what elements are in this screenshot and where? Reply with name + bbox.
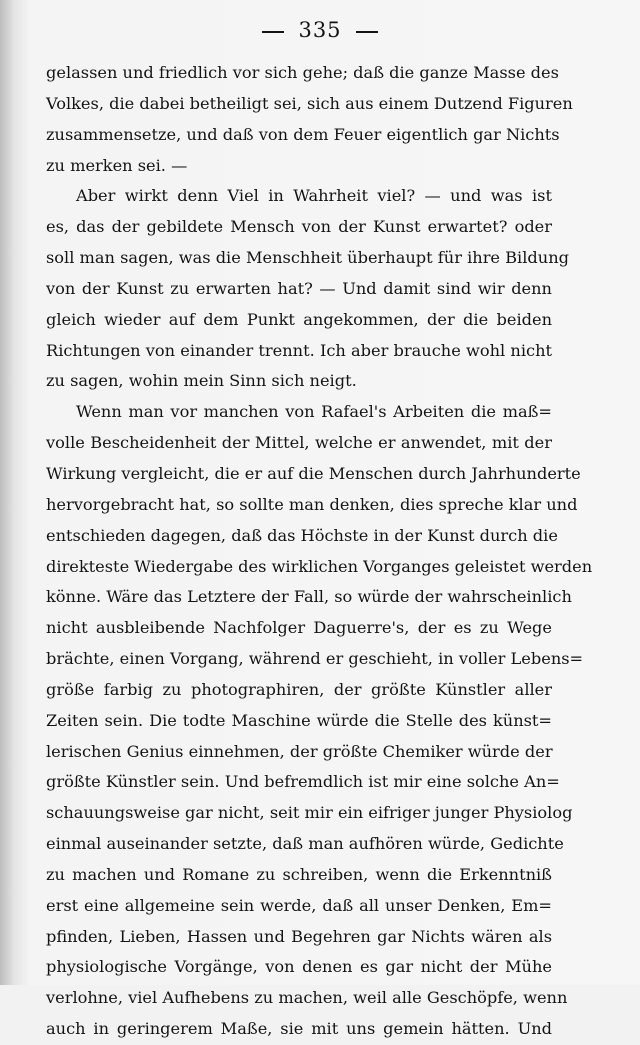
- text-line: Aber wirkt denn Viel in Wahrheit viel? — und was ist: [76, 186, 552, 206]
- text-line: gelassen und friedlich vor sich gehe; daß die ganze Masse des: [46, 63, 559, 82]
- text-line: zusammensetze, und daß von dem Feuer eigentlich gar Nichts: [46, 124, 560, 144]
- text-line: gleich wieder auf dem Punkt angekommen, der die beiden: [46, 309, 552, 329]
- body-text: [46, 58, 593, 1045]
- text-line: pfinden, Lieben, Hassen und Begehren gar Nichts wären als: [46, 926, 552, 946]
- text-line: Zeiten sein. Die todte Maschine würde die Stelle des künst=: [46, 710, 552, 730]
- text-line: lerischen Genius einnehmen, der größte Chemiker würde der: [46, 741, 553, 761]
- text-line: zu merken sei. —: [46, 155, 188, 175]
- header-dash-right: [356, 31, 378, 33]
- text-line: physiologische Vorgänge, von denen es gar nicht der Mühe: [46, 957, 552, 977]
- text-line: erst eine allgemeine sein werde, daß all unser Denken, Em=: [46, 895, 552, 915]
- text-line: verlohne, viel Aufhebens zu machen, weil alle Geschöpfe, wenn: [46, 988, 568, 1008]
- page-header: [0, 18, 640, 42]
- text-line: Volkes, die dabei betheiligt sei, sich aus einem Dutzend Figuren: [46, 93, 573, 113]
- text-line: größe farbig zu photographiren, der größte Künstler aller: [46, 679, 552, 699]
- text-line: auch in geringerem Maße, sie mit uns gemein hätten. Und: [46, 1019, 552, 1039]
- text-line: es, das der gebildete Mensch von der Kunst erwartet? oder: [46, 217, 552, 237]
- text-line: brächte, einen Vorgang, während er geschieht, in voller Lebens=: [46, 649, 584, 669]
- text-line: könne. Wäre das Letztere der Fall, so würde der wahrscheinlich: [46, 587, 572, 607]
- text-line: Wirkung vergleicht, die er auf die Menschen durch Jahrhunderte: [46, 463, 581, 483]
- text-line: Wenn man vor manchen von Rafael's Arbeiten die maß=: [76, 402, 552, 422]
- text-line: direkteste Wiedergabe des wirklichen Vorganges geleistet werden: [46, 556, 593, 576]
- text-line: von der Kunst zu erwarten hat? — Und damit sind wir denn: [46, 278, 552, 298]
- text-line: Richtungen von einander trennt. Ich aber brauche wohl nicht: [46, 340, 552, 360]
- text-line: hervorgebracht hat, so sollte man denken, dies spreche klar und: [46, 494, 578, 514]
- text-line: einmal auseinander setzte, daß man aufhören würde, Gedichte: [46, 834, 564, 854]
- text-line: volle Bescheidenheit der Mittel, welche er anwendet, mit der: [46, 433, 552, 453]
- page-number: 335: [298, 18, 342, 42]
- text-line: zu sagen, wohin mein Sinn sich neigt.: [46, 371, 357, 391]
- text-line: soll man sagen, was die Menschheit überhaupt für ihre Bildung: [46, 248, 569, 268]
- header-dash-left: [262, 31, 284, 33]
- text-line: entschieden dagegen, daß das Höchste in der Kunst durch die: [46, 525, 558, 545]
- text-line: schauungsweise gar nicht, seit mir ein eifriger junger Physiolog: [46, 803, 573, 823]
- text-line: nicht ausbleibende Nachfolger Daguerre's, der es zu Wege: [46, 618, 552, 638]
- text-line: zu machen und Romane zu schreiben, wenn die Erkenntniß: [46, 864, 552, 884]
- text-line: größte Künstler sein. Und befremdlich ist mir eine solche An=: [46, 772, 560, 792]
